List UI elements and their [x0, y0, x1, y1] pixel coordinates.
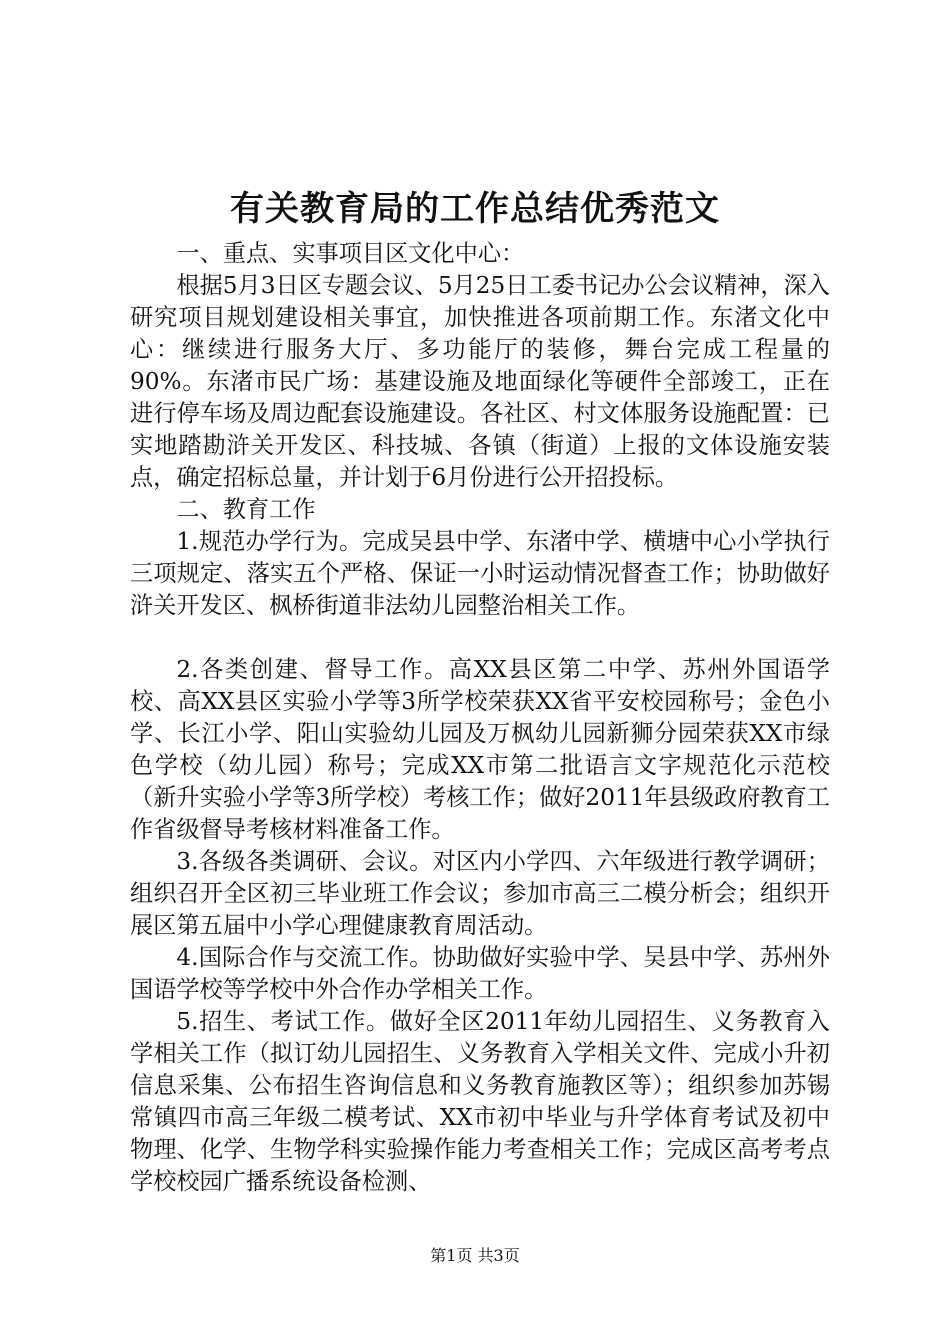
- paragraph-item-2: 2.各类创建、督导工作。高XX县区第二中学、苏州外国语学校、高XX县区实验小学等3所学校荣获XX省平安校园称号；金色小学、长江小学、阳山实验幼儿园及万枫幼儿园新狮分园荣获XX市绿色学校（幼儿园）称号；完成XX市第二批语言文字规范化示范校（新升实验小学等3所学校）考核工作；做好2011年县级政府教育工作省级督导考核材料准备工作。: [130, 656, 830, 843]
- section-heading-1: 一、重点、实事项目区文化中心：: [176, 240, 525, 267]
- paragraph-culture-center: 根据5月3日区专题会议、5月25日工委书记办公会议精神，深入研究项目规划建设相关事宜，加快推进各项前期工作。东渚文化中心：继续进行服务大厅、多功能厅的装修，舞台完成工程量的90%。东渚市民广场：基建设施及地面绿化等硬件全部竣工，正在进行停车场及周边配套设施建设。各社区、村文体服务设施配置：已实地踏勘浒关开发区、科技城、各镇（街道）上报的文体设施安装点，确定招标总量，并计划于6月份进行公开招投标。: [130, 272, 830, 491]
- document-title: 有关教育局的工作总结优秀范文: [230, 189, 720, 229]
- paragraph-item-1: 1.规范办学行为。完成吴县中学、东渚中学、横塘中心小学执行三项规定、落实五个严格、保证一小时运动情况督查工作；协助做好浒关开发区、枫桥街道非法幼儿园整治相关工作。: [130, 528, 830, 619]
- section-heading-2: 二、教育工作: [176, 496, 316, 523]
- paragraph-item-3: 3.各级各类调研、会议。对区内小学四、六年级进行教学调研；组织召开全区初三毕业班工作会议；参加市高三二模分析会；组织开展区第五届中小学心理健康教育周活动。: [130, 848, 830, 939]
- document-body: [130, 238, 830, 1198]
- page-number-footer: 第1页 共3页: [430, 1246, 520, 1265]
- paragraph-item-5: 5.招生、考试工作。做好全区2011年幼儿园招生、义务教育入学相关工作（拟订幼儿园招生、义务教育入学相关文件、完成小升初信息采集、公布招生咨询信息和义务教育施教区等）；组织参加苏锡常镇四市高三年级二模考试、XX市初中毕业与升学体育考试及初中物理、化学、生物学科实验操作能力考查相关工作；完成区高考考点学校校园广播系统设备检测、: [130, 1008, 830, 1195]
- paragraph-item-4: 4.国际合作与交流工作。协助做好实验中学、吴县中学、苏州外国语学校等学校中外合作办学相关工作。: [130, 944, 830, 1003]
